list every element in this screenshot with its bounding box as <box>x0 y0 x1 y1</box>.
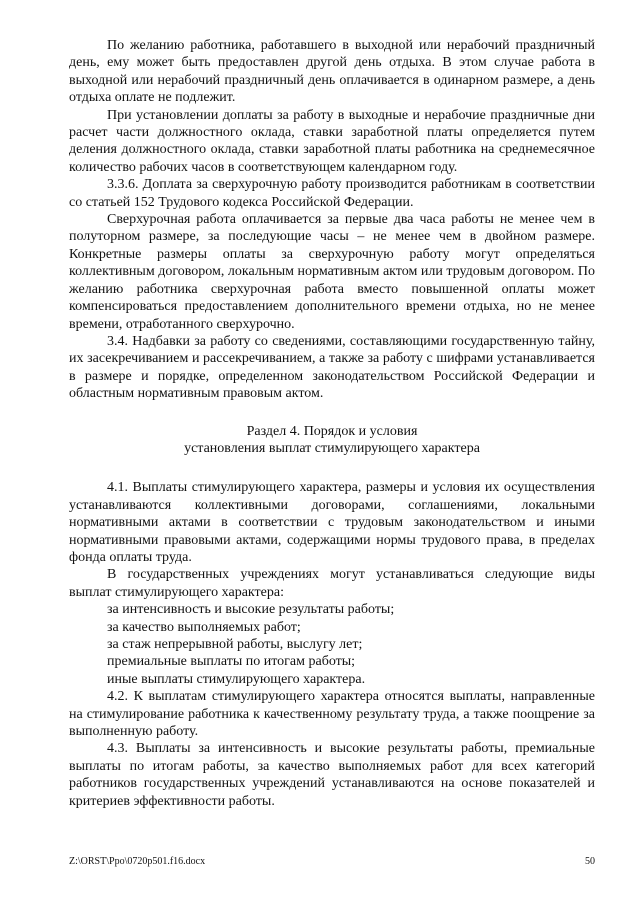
section-heading-line-2: установления выплат стимулирующего характера <box>184 440 480 456</box>
paragraph-4-3: 4.3. Выплаты за интенсивность и высокие результаты работы, премиальные выплаты по итогам работы, за качество выполняемых работ для всех категорий работников государственных учреждений устанавливаются на основе показателей и критериев эффективности работы. <box>69 741 595 809</box>
document-body <box>69 37 595 810</box>
paragraph-incentive-types: В государственных учреждениях могут устанавливаться следующие виды выплат стимулирующего характера: <box>69 567 595 600</box>
section-heading <box>69 423 595 458</box>
footer-file-path: Z:\ORST\Ppo\0720p501.f16.docx <box>69 856 206 867</box>
paragraph-3-3-6: 3.3.6. Доплата за сверхурочную работу производится работникам в соответствии со статьей 152 Трудового кодекса Российской Федерации. <box>69 177 595 210</box>
section-heading-line-1: Раздел 4. Порядок и условия <box>246 423 418 439</box>
list-item: за качество выполняемых работ; <box>107 619 301 635</box>
list-item: иные выплаты стимулирующего характера. <box>107 671 366 687</box>
page-number: 50 <box>585 856 595 867</box>
paragraph-holiday-pay-calc: При установлении доплаты за работу в выходные и нерабочие праздничные дни расчет части должностного оклада, ставки заработной платы определяется путем деления должностного оклада, ставки заработной платы работника на среднемесячное количество рабочих часов в соответствующем календарном году. <box>69 107 595 175</box>
list-item: за интенсивность и высокие результаты работы; <box>107 602 395 618</box>
paragraph-3-4: 3.4. Надбавки за работу со сведениями, составляющими государственную тайну, их засекречиванием и рассекречиванием, а также за работу с шифрами устанавливается в размере и порядке, определенном законодательством Российской Федерации и областным нормативным правовым актом. <box>69 333 595 402</box>
list-item: за стаж непрерывной работы, выслугу лет; <box>107 637 363 652</box>
paragraph-4-1: 4.1. Выплаты стимулирующего характера, размеры и условия их осуществления устанавливаются коллективными договорами, соглашениями, локальными нормативными актами в соответствии с трудовым законодательством и иными нормативными правовыми актами, содержащими нормы трудового права, в пределах фонда оплаты труда. <box>69 480 595 565</box>
paragraph-4-2: 4.2. К выплатам стимулирующего характера относятся выплаты, направленные на стимулирование работника к качественному результату труда, а также поощрение за выполненную работу. <box>69 689 595 740</box>
list-item: премиальные выплаты по итогам работы; <box>107 654 356 670</box>
paragraph-overtime: Сверхурочная работа оплачивается за первые два часа работы не менее чем в полуторном размере, за последующие часы – не менее чем в двойном размере. Конкретные размеры оплаты за сверхурочную работу могут определяться коллективным договором, локальным нормативным актом или трудовым договором. По желанию работника сверхурочная работа вместо повышенной оплаты может компенсироваться предоставлением дополнительного времени отдыха, но не менее времени, отработанного сверхурочно. <box>69 212 595 332</box>
paragraph-day-off: По желанию работника, работавшего в выходной или нерабочий праздничный день, ему может быть предоставлен другой день отдыха. В этом случае работа в выходной или нерабочий праздничный день оплачивается в одинарном размере, а день отдыха оплате не подлежит. <box>69 38 595 106</box>
